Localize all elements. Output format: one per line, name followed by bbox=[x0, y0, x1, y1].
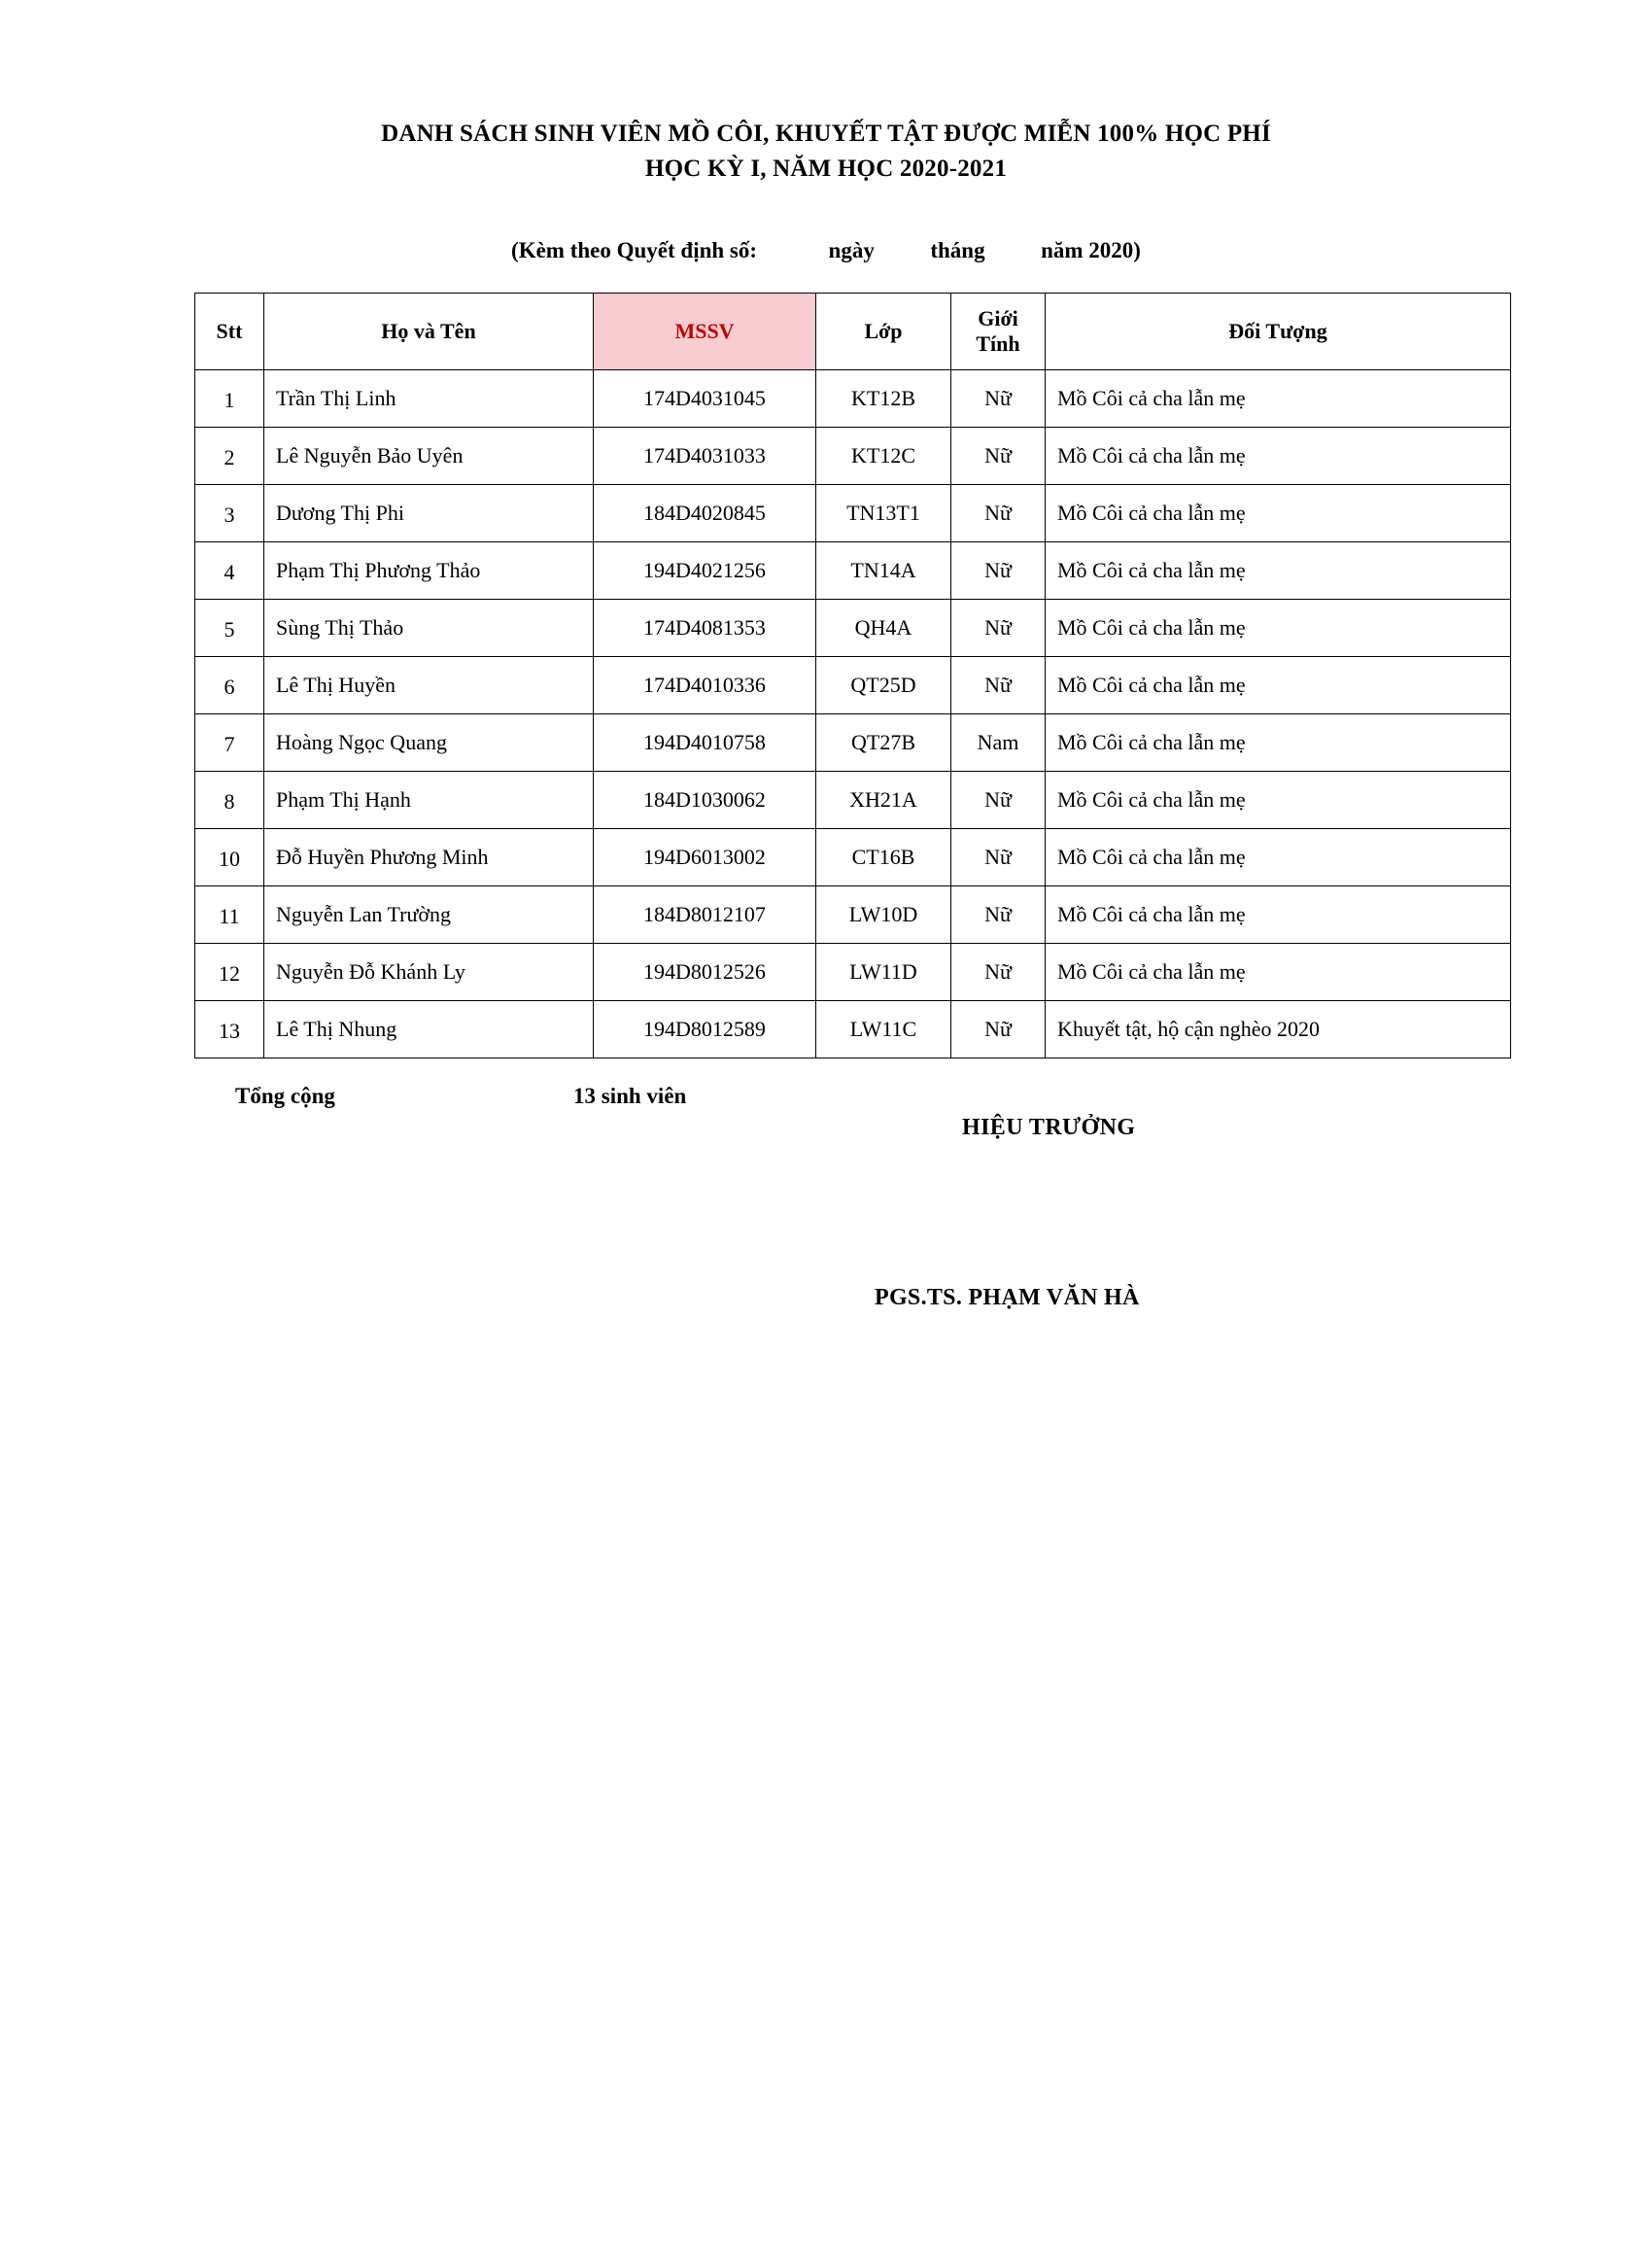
cell-sex: Nữ bbox=[951, 599, 1046, 656]
cell-class: LW11C bbox=[816, 1000, 951, 1058]
cell-mssv: 184D8012107 bbox=[594, 885, 816, 943]
cell-mssv: 194D4010758 bbox=[594, 713, 816, 771]
cell-mssv: 184D1030062 bbox=[594, 771, 816, 828]
cell-class: LW10D bbox=[816, 885, 951, 943]
table-row bbox=[195, 885, 1511, 943]
cell-mssv: 194D8012589 bbox=[594, 1000, 816, 1058]
total-value: 13 sinh viên bbox=[573, 1083, 687, 1108]
cell-object: Mồ Côi cả cha lẫn mẹ bbox=[1046, 771, 1511, 828]
table-header-row bbox=[195, 293, 1511, 369]
cell-sex: Nữ bbox=[951, 369, 1046, 427]
cell-name: Lê Thị Huyền bbox=[264, 656, 594, 713]
cell-sex: Nữ bbox=[951, 828, 1046, 885]
cell-sex: Nữ bbox=[951, 885, 1046, 943]
cell-name: Lê Thị Nhung bbox=[264, 1000, 594, 1058]
document-page bbox=[0, 117, 1652, 2255]
header-sex-line1: Giới bbox=[978, 306, 1018, 331]
decision-day-label: ngày bbox=[828, 237, 875, 262]
cell-sex: Nữ bbox=[951, 484, 1046, 541]
cell-sex: Nữ bbox=[951, 427, 1046, 484]
cell-mssv: 184D4020845 bbox=[594, 484, 816, 541]
total-label: Tổng cộng bbox=[235, 1083, 335, 1108]
cell-sex: Nữ bbox=[951, 771, 1046, 828]
document-title-line-2: HỌC KỲ I, NĂM HỌC 2020-2021 bbox=[644, 156, 1008, 183]
student-table bbox=[194, 293, 1511, 1058]
cell-class: QT27B bbox=[816, 713, 951, 771]
cell-object: Khuyết tật, hộ cận nghèo 2020 bbox=[1046, 1000, 1511, 1058]
cell-class: TN13T1 bbox=[816, 484, 951, 541]
table-row bbox=[195, 1000, 1511, 1058]
cell-sex: Nữ bbox=[951, 541, 1046, 599]
cell-mssv: 174D4010336 bbox=[594, 656, 816, 713]
header-object: Đối Tượng bbox=[1046, 293, 1511, 369]
decision-month-label: tháng bbox=[930, 237, 985, 262]
header-stt: Stt bbox=[195, 293, 264, 369]
cell-stt: 4 bbox=[195, 541, 264, 599]
cell-object: Mồ Côi cả cha lẫn mẹ bbox=[1046, 369, 1511, 427]
document-title-block bbox=[0, 117, 1652, 188]
cell-stt: 13 bbox=[195, 1000, 264, 1058]
decision-reference-prefix: (Kèm theo Quyết định số: bbox=[511, 237, 758, 262]
cell-name: Nguyễn Đỗ Khánh Ly bbox=[264, 943, 594, 1000]
cell-name: Lê Nguyễn Bảo Uyên bbox=[264, 427, 594, 484]
cell-object: Mồ Côi cả cha lẫn mẹ bbox=[1046, 599, 1511, 656]
table-row bbox=[195, 541, 1511, 599]
table-row bbox=[195, 369, 1511, 427]
cell-name: Phạm Thị Hạnh bbox=[264, 771, 594, 828]
cell-class: TN14A bbox=[816, 541, 951, 599]
cell-object: Mồ Côi cả cha lẫn mẹ bbox=[1046, 885, 1511, 943]
document-title-line-1: DANH SÁCH SINH VIÊN MỒ CÔI, KHUYẾT TẬT ĐƯỢC MIỄN 100% HỌC PHÍ bbox=[381, 121, 1271, 147]
cell-stt: 5 bbox=[195, 599, 264, 656]
cell-mssv: 174D4031045 bbox=[594, 369, 816, 427]
decision-reference-line bbox=[0, 238, 1652, 263]
header-sex bbox=[951, 293, 1046, 369]
cell-mssv: 194D8012526 bbox=[594, 943, 816, 1000]
cell-mssv: 174D4081353 bbox=[594, 599, 816, 656]
cell-stt: 1 bbox=[195, 369, 264, 427]
cell-sex: Nữ bbox=[951, 1000, 1046, 1058]
decision-year-label: năm 2020) bbox=[1041, 237, 1141, 262]
table-row bbox=[195, 427, 1511, 484]
table-row bbox=[195, 713, 1511, 771]
header-sex-line2: Tính bbox=[976, 330, 1020, 356]
header-mssv: MSSV bbox=[594, 293, 816, 369]
signature-block bbox=[194, 1115, 1458, 1338]
cell-object: Mồ Côi cả cha lẫn mẹ bbox=[1046, 943, 1511, 1000]
cell-stt: 6 bbox=[195, 656, 264, 713]
cell-mssv: 194D6013002 bbox=[594, 828, 816, 885]
header-class: Lớp bbox=[816, 293, 951, 369]
table-row bbox=[195, 599, 1511, 656]
signer-name: PGS.TS. PHẠM VĂN HÀ bbox=[875, 1284, 1140, 1310]
cell-name: Sùng Thị Thảo bbox=[264, 599, 594, 656]
cell-mssv: 174D4031033 bbox=[594, 427, 816, 484]
cell-class: QT25D bbox=[816, 656, 951, 713]
cell-name: Dương Thị Phi bbox=[264, 484, 594, 541]
cell-object: Mồ Côi cả cha lẫn mẹ bbox=[1046, 427, 1511, 484]
cell-class: QH4A bbox=[816, 599, 951, 656]
cell-object: Mồ Côi cả cha lẫn mẹ bbox=[1046, 484, 1511, 541]
cell-class: CT16B bbox=[816, 828, 951, 885]
cell-name: Nguyễn Lan Trường bbox=[264, 885, 594, 943]
table-row bbox=[195, 656, 1511, 713]
cell-stt: 8 bbox=[195, 771, 264, 828]
cell-stt: 11 bbox=[195, 885, 264, 943]
header-name: Họ và Tên bbox=[264, 293, 594, 369]
student-table-container bbox=[194, 293, 1458, 1058]
cell-object: Mồ Côi cả cha lẫn mẹ bbox=[1046, 713, 1511, 771]
cell-name: Phạm Thị Phương Thảo bbox=[264, 541, 594, 599]
cell-stt: 3 bbox=[195, 484, 264, 541]
cell-sex: Nam bbox=[951, 713, 1046, 771]
cell-stt: 2 bbox=[195, 427, 264, 484]
table-row bbox=[195, 484, 1511, 541]
table-body bbox=[195, 369, 1511, 1058]
cell-mssv: 194D4021256 bbox=[594, 541, 816, 599]
table-row bbox=[195, 771, 1511, 828]
cell-class: LW11D bbox=[816, 943, 951, 1000]
cell-name: Hoàng Ngọc Quang bbox=[264, 713, 594, 771]
cell-object: Mồ Côi cả cha lẫn mẹ bbox=[1046, 541, 1511, 599]
signer-role: HIỆU TRƯỞNG bbox=[962, 1114, 1136, 1140]
cell-object: Mồ Côi cả cha lẫn mẹ bbox=[1046, 656, 1511, 713]
cell-class: KT12B bbox=[816, 369, 951, 427]
cell-stt: 7 bbox=[195, 713, 264, 771]
cell-object: Mồ Côi cả cha lẫn mẹ bbox=[1046, 828, 1511, 885]
cell-class: KT12C bbox=[816, 427, 951, 484]
table-row bbox=[195, 828, 1511, 885]
table-header bbox=[195, 293, 1511, 369]
cell-sex: Nữ bbox=[951, 943, 1046, 1000]
cell-sex: Nữ bbox=[951, 656, 1046, 713]
cell-stt: 10 bbox=[195, 828, 264, 885]
cell-name: Trần Thị Linh bbox=[264, 369, 594, 427]
table-row bbox=[195, 943, 1511, 1000]
cell-name: Đỗ Huyền Phương Minh bbox=[264, 828, 594, 885]
cell-class: XH21A bbox=[816, 771, 951, 828]
cell-stt: 12 bbox=[195, 943, 264, 1000]
